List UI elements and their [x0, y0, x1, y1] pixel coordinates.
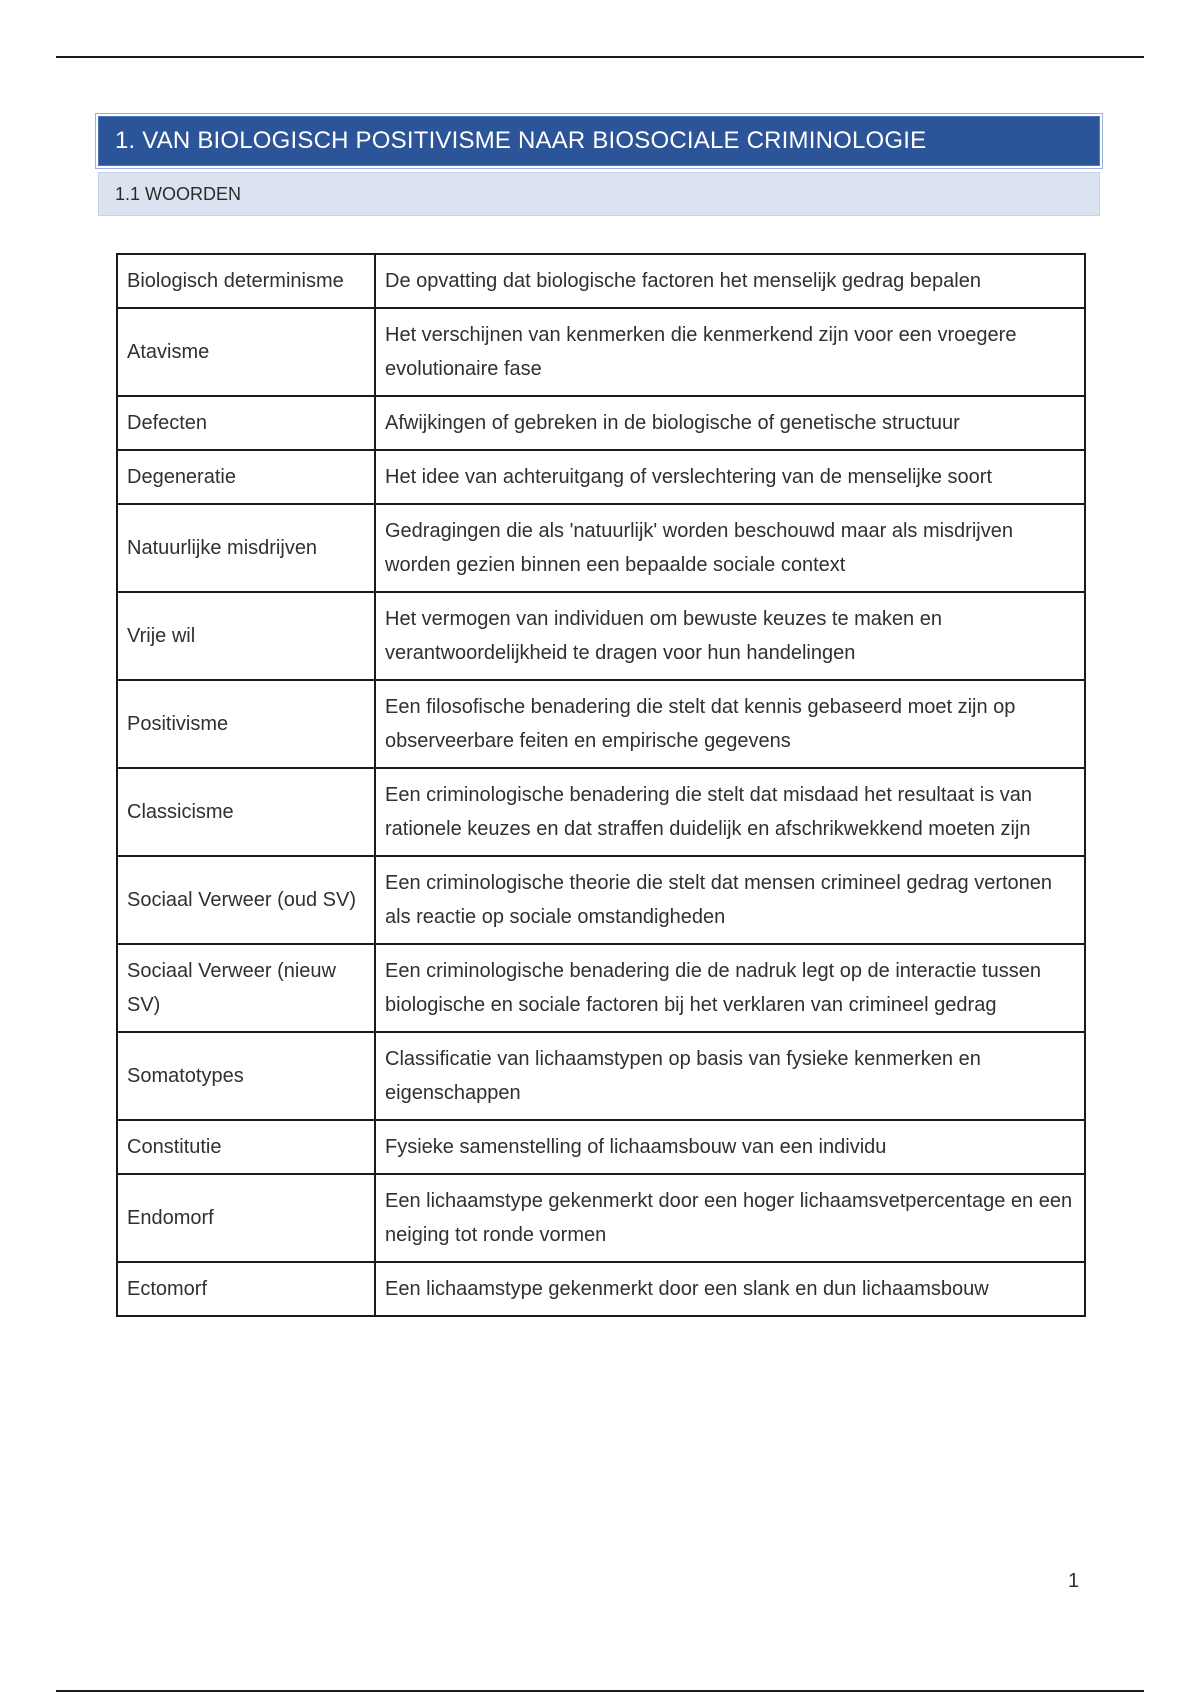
term-cell: Constitutie [117, 1120, 375, 1174]
term-cell: Ectomorf [117, 1262, 375, 1316]
glossary-table [116, 253, 1086, 1317]
term-cell: Sociaal Verweer (nieuw SV) [117, 944, 375, 1032]
header-rule [56, 56, 1144, 58]
term-cell: Vrije wil [117, 592, 375, 680]
definition-cell: Het verschijnen van kenmerken die kenmerkend zijn voor een vroegere evolutionaire fase [375, 308, 1085, 396]
chapter-heading [98, 116, 1100, 166]
table-row [117, 504, 1085, 592]
definition-cell: Een lichaamstype gekenmerkt door een slank en dun lichaamsbouw [375, 1262, 1085, 1316]
definition-cell: Een filosofische benadering die stelt dat kennis gebaseerd moet zijn op observeerbare feiten en empirische gegevens [375, 680, 1085, 768]
chapter-title: 1. VAN BIOLOGISCH POSITIVISME NAAR BIOSOCIALE CRIMINOLOGIE [115, 127, 927, 154]
definition-cell: Gedragingen die als 'natuurlijk' worden beschouwd maar als misdrijven worden gezien binnen een bepaalde sociale context [375, 504, 1085, 592]
table-row [117, 680, 1085, 768]
term-cell: Defecten [117, 396, 375, 450]
definition-cell: Het vermogen van individuen om bewuste keuzes te maken en verantwoordelijkheid te dragen voor hun handelingen [375, 592, 1085, 680]
term-cell: Endomorf [117, 1174, 375, 1262]
table-row [117, 1262, 1085, 1316]
term-cell: Classicisme [117, 768, 375, 856]
definition-cell: Een lichaamstype gekenmerkt door een hoger lichaamsvetpercentage en een neiging tot ronde vormen [375, 1174, 1085, 1262]
table-row [117, 450, 1085, 504]
table-row [117, 768, 1085, 856]
section-title: 1.1 WOORDEN [115, 183, 242, 204]
definition-cell: Een criminologische benadering die stelt dat misdaad het resultaat is van rationele keuzes en dat straffen duidelijk en afschrikwekkend moeten zijn [375, 768, 1085, 856]
table-row [117, 1032, 1085, 1120]
definition-cell: Een criminologische theorie die stelt dat mensen crimineel gedrag vertonen als reactie op sociale omstandigheden [375, 856, 1085, 944]
term-cell: Atavisme [117, 308, 375, 396]
term-cell: Natuurlijke misdrijven [117, 504, 375, 592]
term-cell: Positivisme [117, 680, 375, 768]
definition-cell: Classificatie van lichaamstypen op basis van fysieke kenmerken en eigenschappen [375, 1032, 1085, 1120]
definition-cell: De opvatting dat biologische factoren het menselijk gedrag bepalen [375, 254, 1085, 308]
footer-rule [56, 1690, 1144, 1692]
term-cell: Biologisch determinisme [117, 254, 375, 308]
table-row [117, 254, 1085, 308]
term-cell: Somatotypes [117, 1032, 375, 1120]
definition-cell: Een criminologische benadering die de nadruk legt op de interactie tussen biologische en sociale factoren bij het verklaren van crimineel gedrag [375, 944, 1085, 1032]
table-row [117, 592, 1085, 680]
definition-cell: Fysieke samenstelling of lichaamsbouw van een individu [375, 1120, 1085, 1174]
term-cell: Degeneratie [117, 450, 375, 504]
term-cell: Sociaal Verweer (oud SV) [117, 856, 375, 944]
table-row [117, 308, 1085, 396]
definition-cell: Afwijkingen of gebreken in de biologische of genetische structuur [375, 396, 1085, 450]
section-heading [98, 172, 1100, 216]
table-row [117, 1120, 1085, 1174]
table-row [117, 396, 1085, 450]
definition-cell: Het idee van achteruitgang of verslechtering van de menselijke soort [375, 450, 1085, 504]
table-row [117, 944, 1085, 1032]
page-number: 1 [1068, 1570, 1080, 1592]
table-row [117, 856, 1085, 944]
table-row [117, 1174, 1085, 1262]
